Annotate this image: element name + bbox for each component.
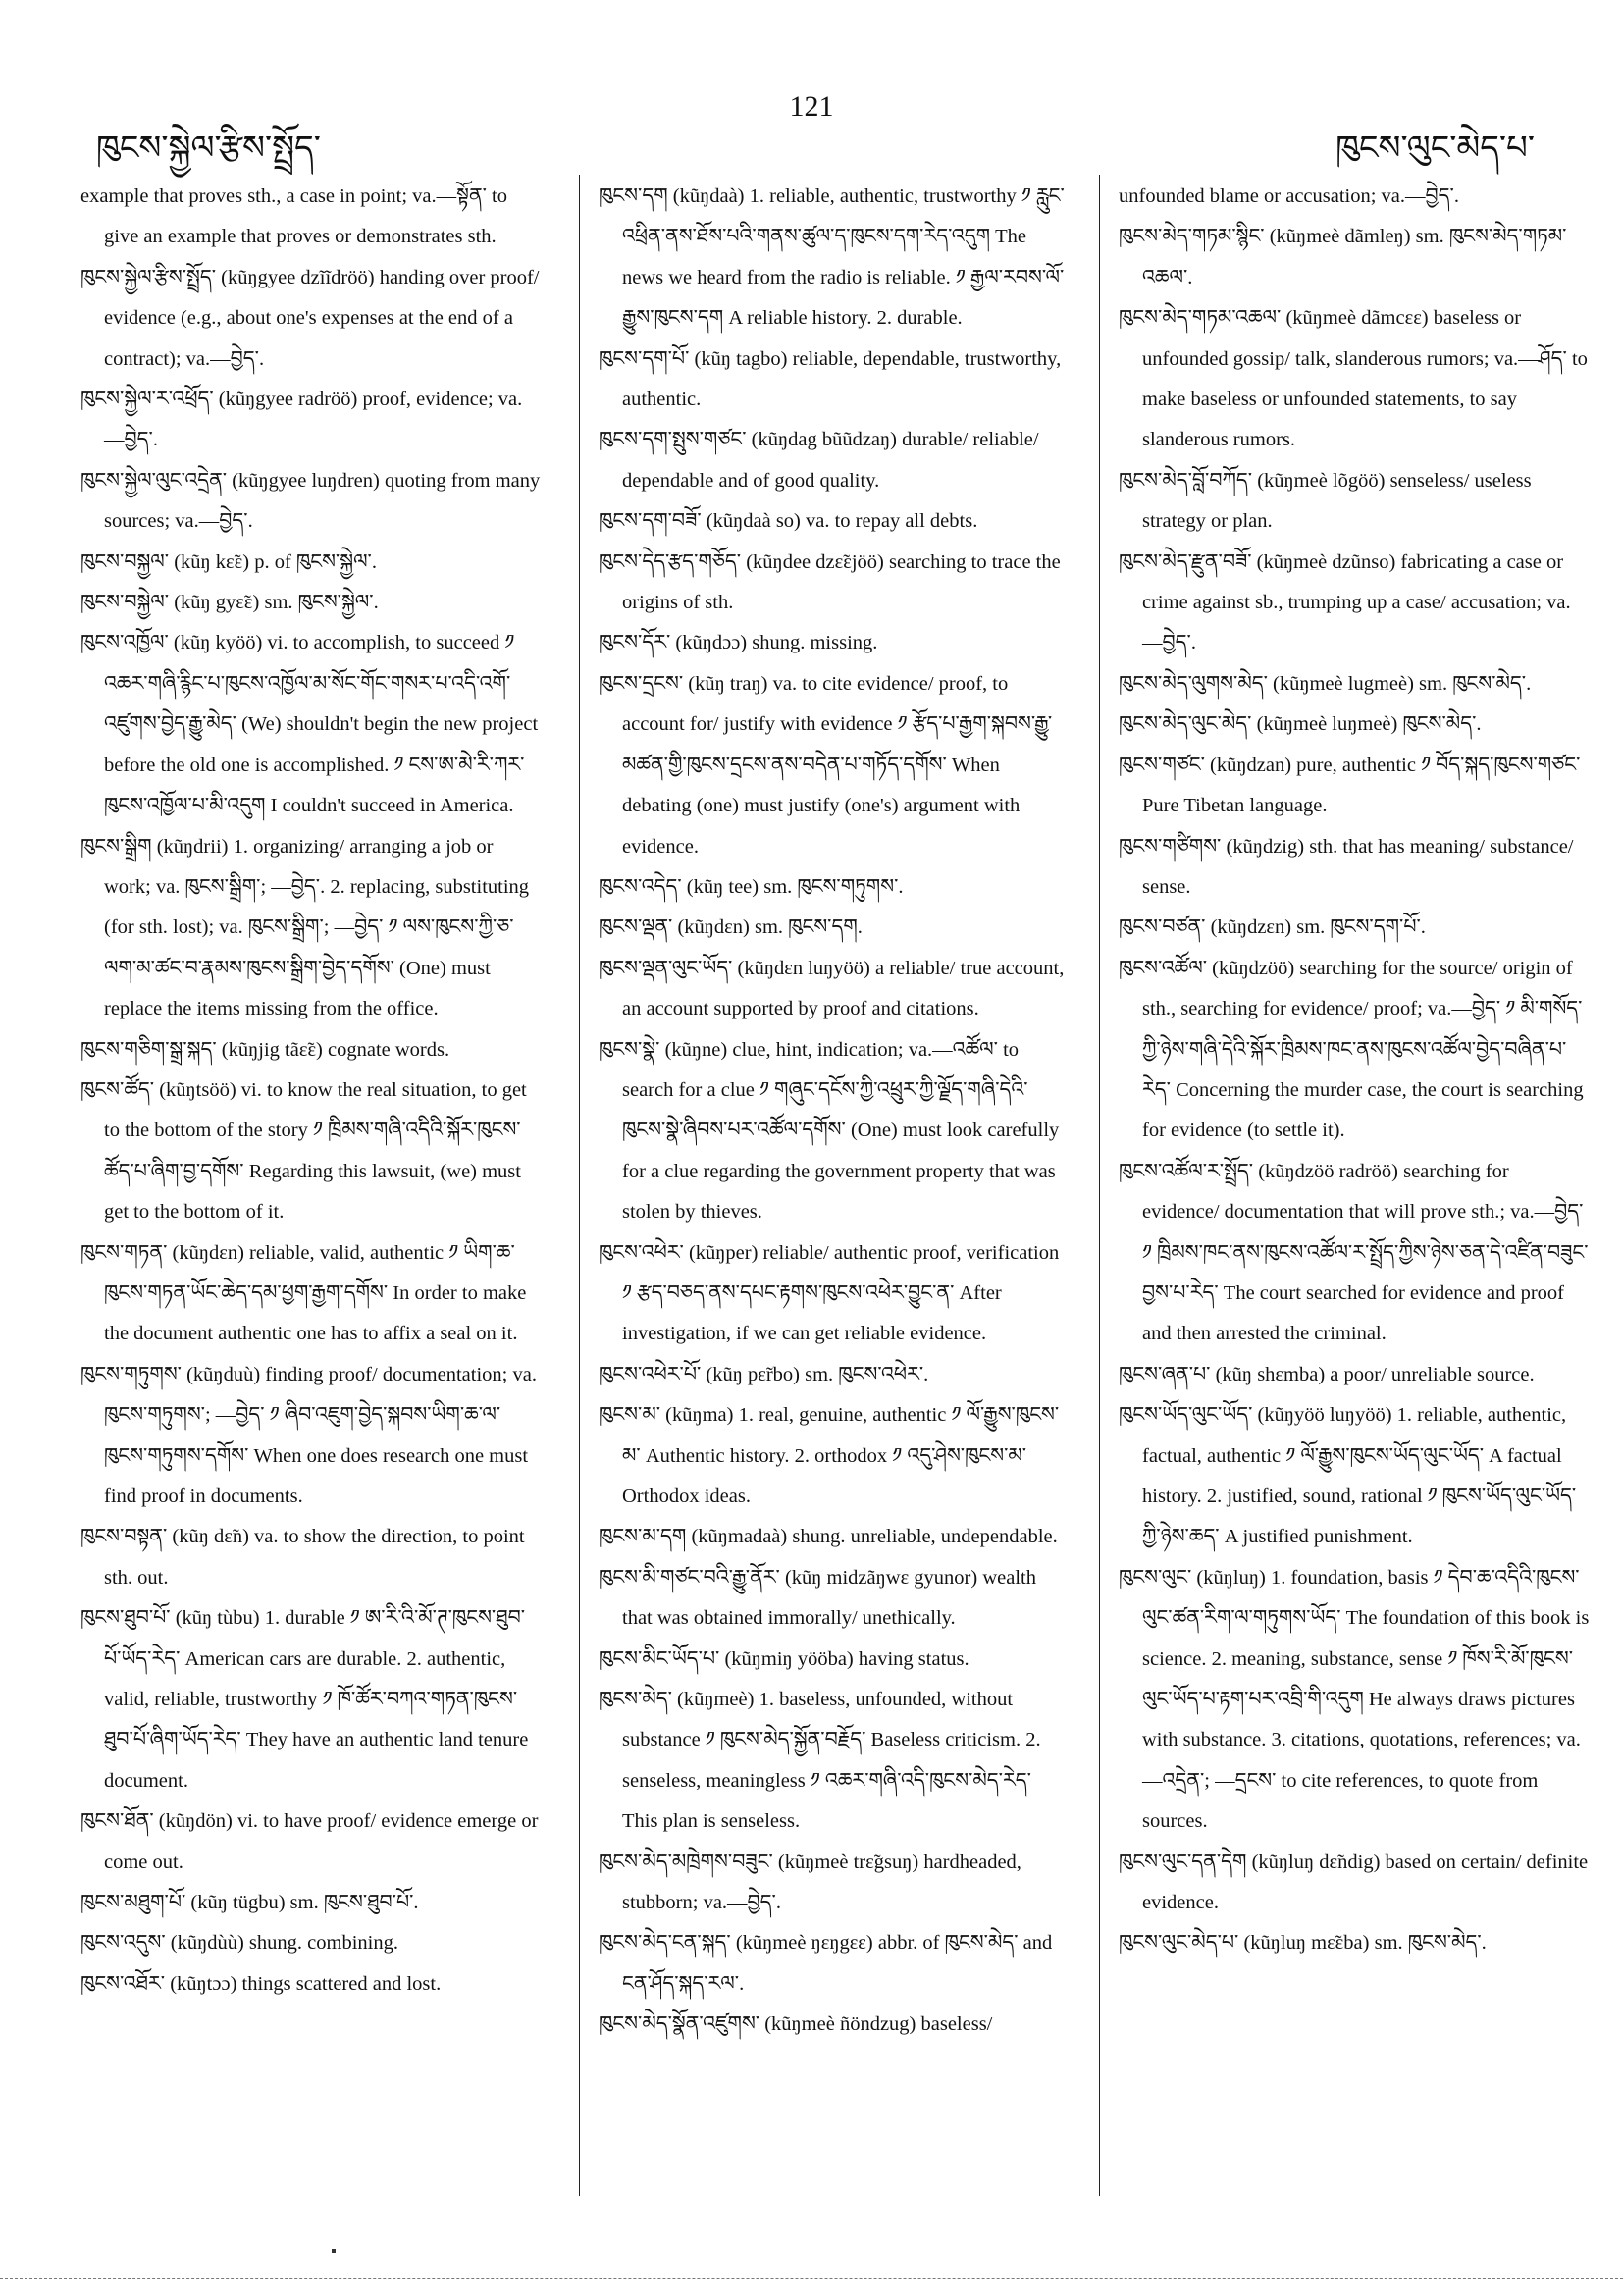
dictionary-entry: ཁུངས་ཞན་པ་ (kũŋ shɛmba) a poor/ unreliable source.: [1119, 1363, 1535, 1385]
dictionary-entry: example that proves sth., a case in point; va.—སྟོན་ to give an example that proves or demonstrates sth.: [80, 185, 507, 248]
dictionary-entry: ཁུངས་མེད་ལུང་མེད་ (kũŋmeè luŋmeè) ཁུངས་མེད་.: [1119, 713, 1482, 736]
dictionary-entry: ཁུངས་འཁྱོལ་ (kũŋ kyöö) vi. to accomplish, to succeed ༡ འཆར་གཞི་རྙིང་པ་ཁུངས་འཁྱོལ་མ་སོང་གོང་གསར་པ་འདི་འགོ་འཛུགས་བྱེད་རྒྱུ་མེད་ (We) shouldn't begin the new project before the old one is accomplished. ༡ ངས་ཨ་མེ་རི་ཀར་ཁུངས་འཁྱོལ་པ་མི་འདུག I couldn't succeed in America.: [80, 632, 539, 817]
dictionary-entry: ཁུངས་འདུས་ (kũŋdùù) shung. combining.: [80, 1932, 398, 1955]
dictionary-entry: ཁུངས་དག་སྤུས་གཙང་ (kũŋdag bũũdzaŋ) durable/ reliable/ dependable and of good quality.: [599, 429, 1039, 492]
dictionary-entry: ཁུངས་མ་དག (kũŋmadaà) shung. unreliable, undependable.: [599, 1526, 1058, 1548]
dictionary-entry: ཁུངས་སྒྲིག (kũŋdrii) 1. organizing/ arranging a job or work; va. ཁུངས་སྒྲིག་; —བྱེད་. 2. replacing, substituting (for sth. lost); va. ཁུངས་སྒྲིག་; —བྱེད་ ༡ ལས་ཁུངས་ཀྱི་ཅ་ལག་མ་ཚང་བ་རྣམས་ཁུངས་སྒྲིག་བྱེད་དགོས་ (One) must replace the items missing from the office.: [80, 835, 530, 1020]
dictionary-entry: ཁུངས་བསྟན་ (kũŋ dɛ̃n) va. to show the direction, to point sth. out.: [80, 1526, 525, 1589]
dictionary-entry: ཁུངས་མེད་བློ་བཀོད་ (kũŋmeè lõgöö) senseless/ useless strategy or plan.: [1119, 469, 1532, 533]
dictionary-entry: ཁུངས་མཐུག་པོ་ (kũŋ tügbu) sm. ཁུངས་ཐུབ་པོ་.: [80, 1892, 419, 1914]
dictionary-entry: ཁུངས་མེད་གཏམ་འཆལ་ (kũŋmeè dãmcɛɛ) baseless or unfounded gossip/ talk, slanderous rumors; va.—ཤོད་ to make baseless or unfounded statements, to say slanderous rumors.: [1119, 307, 1588, 451]
running-head-right: ཁུངས་ལུང་མེད་པ་: [1335, 130, 1535, 167]
dictionary-column-2: [599, 177, 1070, 2046]
page-bottom-rule: [0, 2278, 1623, 2279]
dictionary-entry: ཁུངས་སྣེ་ (kũŋne) clue, hint, indication; va.—འཚོལ་ to search for a clue ༡ གཞུང་དངོས་ཀྱི་འཕྲུར་ཀྱི་ལྗོད་གཞི་དེའི་ཁུངས་སྣེ་ཞིབས་པར་འཚོལ་དགོས་ (One) must look carefully for a clue regarding the government property that was stolen by thieves.: [599, 1038, 1060, 1224]
dictionary-entry: ཁུངས་འདེད་ (kũŋ tee) sm. ཁུངས་གཏུགས་.: [599, 875, 904, 898]
dictionary-entry: ཁུངས་ལུང་མེད་པ་ (kũŋluŋ mɛ̃ɛba) sm. ཁུངས་མེད་.: [1119, 1932, 1487, 1955]
dictionary-entry: ཁུངས་དེད་རྩད་གཅོད་ (kũŋdee dzɛ̃ɛjöö) searching to trace the origins of sth.: [599, 550, 1061, 614]
dictionary-entry: ཁུངས་གཙིགས་ (kũŋdzig) sth. that has meaning/ substance/ sense.: [1119, 835, 1574, 898]
dictionary-entry: ཁུངས་འཐོར་ (kũŋtɔɔ) things scattered and lost.: [80, 1972, 442, 1995]
dictionary-entry: ཁུངས་གཏན་ (kũŋdɛn) reliable, valid, authentic ༡ ཡིག་ཆ་ཁུངས་གཏན་ཡོང་ཆེད་དམ་ཕྱག་རྒྱག་དགོས་ In order to make the document authentic one has to affix a seal on it.: [80, 1241, 527, 1345]
dictionary-entry: ཁུངས་མེད་ངན་སྐད་ (kũŋmeè ŋɛŋgɛɛ) abbr. of ཁུངས་མེད་ and ངན་ཤོད་སྐད་རལ་.: [599, 1932, 1053, 1995]
running-head-left: ཁུངས་སྐྱེལ་རྩིས་སྤྲོད་: [96, 130, 321, 167]
dictionary-entry: ཁུངས་དག (kũŋdaà) 1. reliable, authentic, trustworthy ༡ རླུང་འཕྲིན་ནས་ཐོས་པའི་གནས་ཚུལ་ད་ཁུངས་དག་རེད་འདུག The news we heard from the radio is reliable. ༡ རྒྱལ་རབས་ལོ་རྒྱུས་ཁུངས་དག A reliable history. 2. durable.: [599, 185, 1065, 330]
dictionary-entry: ཁུངས་གཅིག་སྒྲ་སྐད་ (kũŋjig tãɛ̃ɛ) cognate words.: [80, 1038, 450, 1061]
dictionary-entry: ཁུངས་བསྐྱེལ་ (kũŋ gyɛ̃ɛ) sm. ཁུངས་སྐྱེལ་.: [80, 592, 379, 614]
dictionary-entry: ཁུངས་མེད་ལུགས་མེད་ (kũŋmeè lugmeè) sm. ཁུངས་མེད་.: [1119, 672, 1532, 695]
dictionary-entry: ཁུངས་བཙན་ (kũŋdzɛn) sm. ཁུངས་དག་པོ་.: [1119, 916, 1426, 939]
column-rule: [1099, 175, 1100, 2196]
dictionary-entry: ཁུངས་མ་ (kũŋma) 1. real, genuine, authentic ༡ ལོ་རྒྱུས་ཁུངས་མ་ Authentic history. 2. orthodox ༡ འདུ་ཤེས་ཁུངས་མ་ Orthodox ideas.: [599, 1404, 1060, 1507]
dictionary-entry: ཁུངས་མེད་རྫུན་བཟོ་ (kũŋmeè dzũnso) fabricating a case or crime against sb., trumping up a case/ accusation; va.—བྱེད་.: [1119, 550, 1571, 654]
dictionary-entry: ཁུངས་མི་གཙང་བའི་རྒྱུ་ནོར་ (kũŋ midzãŋwɛ gyunor) wealth that was obtained immorally/ unethically.: [599, 1566, 1036, 1630]
dictionary-entry: ཁུངས་དག་པོ་ (kũŋ tagbo) reliable, dependable, trustworthy, authentic.: [599, 347, 1062, 411]
dictionary-entry: ཁུངས་བསྐྱལ་ (kũŋ kɛ̃ɛ) p. of ཁུངས་སྐྱེལ་.: [80, 550, 377, 573]
dictionary-entry: ཁུངས་ཚོད་ (kũŋtsöö) vi. to know the real situation, to get to the bottom of the story ༡ ཁྲིམས་གཞི་འདིའི་སྐོར་ཁུངས་ཚོད་པ་ཞིག་བྱ་དགོས་ Regarding this lawsuit, (we) must get to the bottom of it.: [80, 1078, 527, 1224]
dictionary-entry: ཁུངས་ལྡན་ལུང་ཡོད་ (kũŋdɛn luŋyöö) a reliable/ true account, an account supported by proof and citations.: [599, 957, 1065, 1020]
dictionary-entry: ཁུངས་མེད་མཁྲེགས་བཟུང་ (kũŋmeè trɛ̃gsuŋ) hardheaded, stubborn; va.—བྱེད་.: [599, 1851, 1021, 1914]
dictionary-entry: ཁུངས་ལྡན་ (kũŋdɛn) sm. ཁུངས་དག.: [599, 916, 863, 939]
dictionary-entry: ཁུངས་ལུང་དན་དེག (kũŋluŋ dɛ̃ndig) based on certain/ definite evidence.: [1119, 1851, 1589, 1914]
dictionary-entry: ཁུངས་མེད་ (kũŋmeè) 1. baseless, unfounded, without substance ༡ ཁུངས་མེད་སྐྱོན་བརྗོད་ Baseless criticism. 2. senseless, meaningless ༡ འཆར་གཞི་འདི་ཁུངས་མེད་རེད་ This plan is senseless.: [599, 1689, 1041, 1833]
dictionary-entry: ཁུངས་ཐོན་ (kũŋdön) vi. to have proof/ evidence emerge or come out.: [80, 1810, 539, 1873]
dictionary-entry: ཁུངས་འཕེར་ (kũŋper) reliable/ authentic proof, verification ༡ རྩད་བཅད་ནས་དཔང་རྟགས་ཁུངས་འཕེར་བྱུང་ན་ After investigation, if we can get reliable evidence.: [599, 1241, 1060, 1345]
stray-mark: [332, 2249, 336, 2253]
dictionary-entry: ཁུངས་སྐྱེལ་རྩིས་སྤྲོད་ (kũŋgyee dzĩĩdröö) handing over proof/ evidence (e.g., about one's expenses at the end of a contract); va.—བྱེད་.: [80, 266, 540, 370]
dictionary-entry: ཁུངས་ཡོད་ལུང་ཡོད་ (kũŋyöö luŋyöö) 1. reliable, authentic, factual, authentic ༡ ལོ་རྒྱུས་ཁུངས་ཡོད་ལུང་ཡོད་ A factual history. 2. justified, sound, rational ༡ ཁུངས་ཡོད་ལུང་ཡོད་ཀྱི་ཉེས་ཆད་ A justified punishment.: [1119, 1404, 1577, 1548]
dictionary-entry: ཁུངས་འཕེར་པོ་ (kũŋ pɛ̃rbo) sm. ཁུངས་འཕེར་.: [599, 1363, 929, 1385]
dictionary-entry: ཁུངས་གཙང་ (kũŋdzan) pure, authentic ༡ བོད་སྐད་ཁུངས་གཙང་ Pure Tibetan language.: [1119, 754, 1581, 817]
dictionary-column-1: [80, 177, 542, 2005]
dictionary-entry: ཁུངས་མེད་གཏམ་སྙིང་ (kũŋmeè dãmleŋ) sm. ཁུངས་མེད་གཏམ་འཆལ་.: [1119, 226, 1567, 288]
dictionary-entry: ཁུངས་དོར་ (kũŋdɔɔ) shung. missing.: [599, 632, 878, 654]
dictionary-entry: unfounded blame or accusation; va.—བྱེད་.: [1119, 185, 1459, 207]
dictionary-column-3: [1119, 177, 1590, 1964]
dictionary-entry: ཁུངས་མེད་སྣོན་འཛུགས་ (kũŋmeè ñöndzug) baseless/: [599, 2013, 993, 2036]
column-rule: [579, 175, 580, 2196]
dictionary-entry: ཁུངས་དག་བཟོ་ (kũŋdaà so) va. to repay all debts.: [599, 510, 978, 533]
dictionary-entry: ཁུངས་གཏུགས་ (kũŋduù) finding proof/ documentation; va. ཁུངས་གཏུགས་; —བྱེད་ ༡ ཞིབ་འཇུག་བྱེད་སྐབས་ཡིག་ཆ་ལ་ཁུངས་གཏུགས་དགོས་ When one does research one must find proof in documents.: [80, 1363, 537, 1507]
dictionary-entry: ཁུངས་དྲངས་ (kũŋ traŋ) va. to cite evidence/ proof, to account for/ justify with evidence ༡ རྩོད་པ་རྒྱག་སྐབས་རྒྱུ་མཚན་གྱི་ཁུངས་དྲངས་ནས་བདེན་པ་གཏོད་དགོས་ When debating (one) must justify (one's) argument with evidence.: [599, 672, 1053, 858]
dictionary-entry: ཁུངས་འཚོལ་ར་སྤྲོད་ (kũŋdzöö radröö) searching for evidence/ documentation that will prove sth.; va.—བྱེད་ ༡ ཁྲིམས་ཁང་ནས་ཁུངས་འཚོལ་ར་སྤྲོད་ཀྱིས་ཉེས་ཅན་དེ་འཛིན་བཟུང་བྱས་པ་རེད་ The court searched for evidence and proof and then arrested the criminal.: [1119, 1160, 1589, 1345]
dictionary-entry: ཁུངས་སྐྱེལ་ར་འཕྲོད་ (kũŋgyee radröö) proof, evidence; va.—བྱེད་.: [80, 389, 523, 451]
dictionary-entry: ཁུངས་འཚོལ་ (kũŋdzöö) searching for the source/ origin of sth., searching for evidence/ proof; va.—བྱེད་ ༡ མི་གསོད་ཀྱི་ཉེས་གཞི་དེའི་སྐོར་ཁྲིམས་ཁང་ནས་ཁུངས་འཚོལ་བྱེད་བཞིན་པ་རེད་ Concerning the murder case, the court is searching for evidence (to settle it).: [1119, 957, 1584, 1142]
dictionary-entry: ཁུངས་མིང་ཡོད་པ་ (kũŋmiŋ yööba) having status.: [599, 1647, 969, 1670]
dictionary-entry: ཁུངས་སྐྱེལ་ལུང་འདྲེན་ (kũŋgyee luŋdren) quoting from many sources; va.—བྱེད་.: [80, 469, 541, 533]
page-number: 121: [789, 90, 834, 123]
dictionary-entry: ཁུངས་ཐུབ་པོ་ (kũŋ tùbu) 1. durable ༡ ཨ་རི་འི་མོ་ཊ་ཁུངས་ཐུབ་པོ་ཡོད་རེད་ American cars are durable. 2. authentic, valid, reliable, trustworthy ༡ ཁོ་ཚོར་བཀའ་གཏན་ཁུངས་ཐུབ་པོ་ཞིག་ཡོད་རེད་ They have an authentic land tenure document.: [80, 1607, 529, 1792]
dictionary-entry: ཁུངས་ལུང་ (kũŋluŋ) 1. foundation, basis ༡ དེབ་ཆ་འདིའི་ཁུངས་ལུང་ཚན་རིག་ལ་གཏུགས་ཡོད་ The foundation of this book is science. 2. meaning, substance, sense ༡ ཁོས་རི་མོ་ཁུངས་ལུང་ཡོད་པ་རྟག་པར་འབྲི་གི་འདུག He always draws pictures with substance. 3. citations, quotations, references; va.—འདྲེན་; —དྲངས་ to cite references, to quote from sources.: [1119, 1566, 1590, 1833]
